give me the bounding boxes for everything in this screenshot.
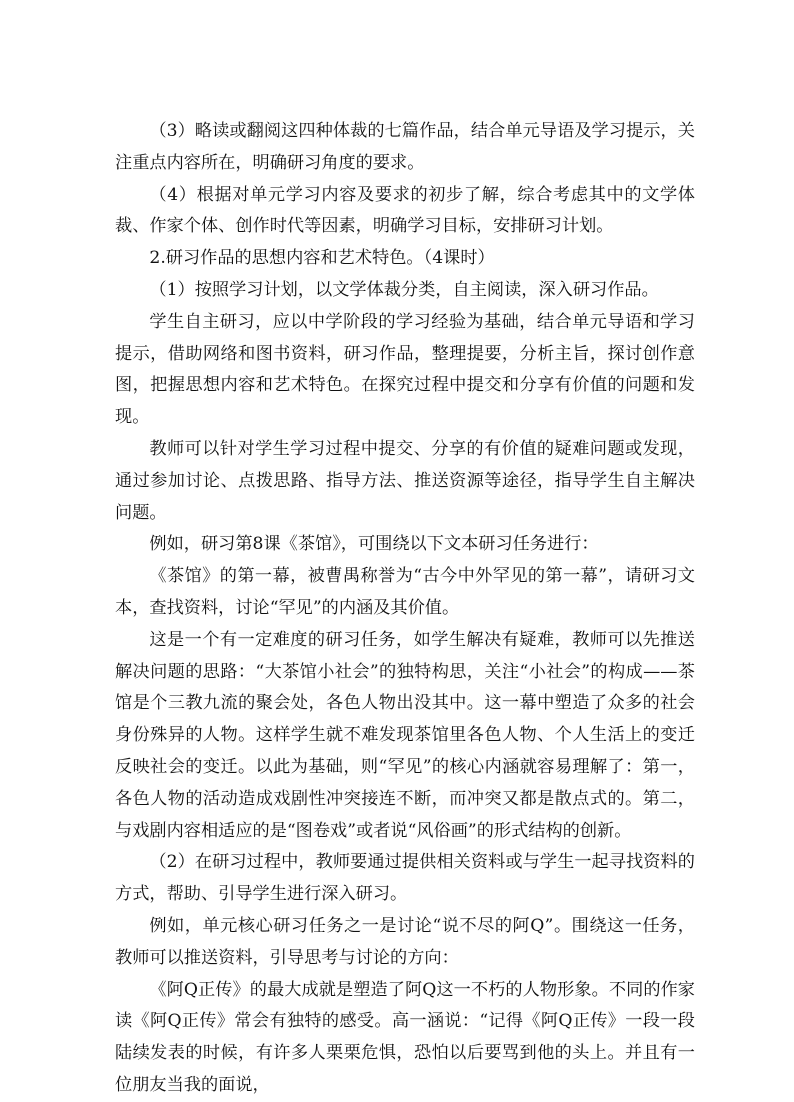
paragraph-9: 这是一个有一定难度的研习任务，如学生解决有疑难，教师可以先推送解决问题的思路：“大茶馆小社会”的独特构思，关注“小社会”的构成——茶馆是个三教九流的聚会处，各色人物出没其中。这一幕中塑造了众多的社会身份殊异的人物。这样学生就不难发现茶馆里各色人物、个人生活上的变迁反映社会的变迁。以此为基础，则“罕见”的核心内涵就容易理解了：第一，各色人物的活动造成戏剧性冲突接连不断，而冲突又都是散点式的。第二，与戏剧内容相适应的是“图卷戏”或者说“风俗画”的形式结构的创新。 [115, 629, 695, 841]
paragraph-11: 例如，单元核心研习任务之一是讨论“说不尽的阿Q”。围绕这一任务，教师可以推送资料，引导思考与讨论的方向： [115, 915, 695, 968]
paragraph-1: （3）略读或翻阅这四种体裁的七篇作品，结合单元导语及学习提示，关注重点内容所在，明确研习角度的要求。 [115, 121, 695, 173]
document-body [115, 116, 695, 1102]
paragraph-4: （1）按照学习计划，以文学体裁分类，自主阅读，深入研习作品。 [149, 279, 659, 300]
paragraph-10: （2）在研习过程中，教师要通过提供相关资料或与学生一起寻找资料的方式，帮助、引导学生进行深入研习。 [115, 852, 695, 905]
paragraph-7: 例如，研习第8课《茶馆》，可围绕以下文本研习任务进行： [149, 534, 599, 555]
paragraph-6: 教师可以针对学生学习过程中提交、分享的有价值的疑难问题或发现，通过参加讨论、点拨思路、指导方法、推送资源等途径，指导学生自主解决问题。 [115, 438, 695, 523]
paragraph-2: （4）根据对单元学习内容及要求的初步了解，综合考虑其中的文学体裁、作家个体、创作时代等因素，明确学习目标，安排研习计划。 [115, 184, 695, 237]
paragraph-8: 《茶馆》的第一幕，被曹禺称誉为“古今中外罕见的第一幕”，请研习文本，查找资料，讨论“罕见”的内涵及其价值。 [115, 566, 695, 618]
paragraph-3-section-heading: 2.研习作品的思想内容和艺术特色。（4课时） [149, 248, 495, 269]
paragraph-12: 《阿Q正传》的最大成就是塑造了阿Q这一不朽的人物形象。不同的作家读《阿Q正传》常会有独特的感受。高一涵说：“记得《阿Q正传》一段一段陆续发表的时候，有许多人栗栗危惧，恐怕以后要骂到他的头上。并且有一位朋友当我的面说， [115, 979, 695, 1095]
paragraph-5: 学生自主研习，应以中学阶段的学习经验为基础，结合单元导语和学习提示，借助网络和图书资料，研习作品，整理提要，分析主旨，探讨创作意图，把握思想内容和艺术特色。在探究过程中提交和分享有价值的问题和发现。 [115, 311, 695, 428]
